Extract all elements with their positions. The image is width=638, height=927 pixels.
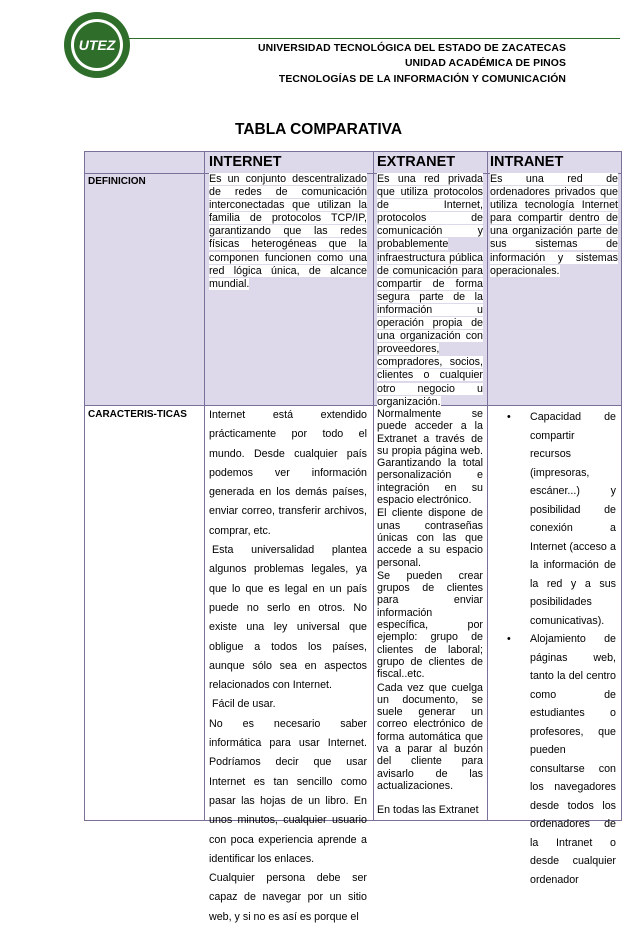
definicion-extranet bbox=[377, 173, 483, 409]
row-header-definicion: DEFINICION bbox=[88, 176, 146, 187]
caracteristicas-internet-p1: Internet está extendido prácticamente por todo el mundo. Desde cualquier país podemos ver información generada en los demás países, enviar correo, transferir archivos, comprar, etc. bbox=[209, 409, 367, 537]
comparison-table bbox=[84, 151, 622, 923]
table-border-right bbox=[621, 151, 622, 821]
caracteristicas-internet-p3: Fácil de usar. bbox=[212, 698, 276, 711]
header-university: UNIVERSIDAD TECNOLÓGICA DEL ESTADO DE ZACATECAS bbox=[258, 43, 566, 54]
caracteristicas-extranet-p2: El cliente dispone de unas contraseñas únicas con las que accede a su espacio personal. bbox=[377, 507, 483, 569]
table-border-col2 bbox=[373, 151, 374, 821]
caracteristicas-extranet-p3: Se pueden crear grupos de clientes para enviar información específica, por ejemplo: grupo de clientes de laboral; grupo de clientes de fiscal..etc. bbox=[377, 569, 483, 681]
utez-logo bbox=[62, 10, 132, 80]
definicion-internet bbox=[209, 173, 367, 291]
caracteristicas-extranet-p5: En todas las Extranet bbox=[377, 804, 479, 817]
bullet-icon: • bbox=[507, 411, 511, 423]
caracteristicas-extranet-p4: Cada vez que cuelga un documento, se suele generar un correo electrónico de forma automática que va a parar al buzón del cliente para avisarlo de las actualizaciones. bbox=[377, 681, 483, 792]
caracteristicas-intranet-list bbox=[507, 408, 616, 889]
table-border-top bbox=[84, 151, 622, 152]
header-rule-thin bbox=[124, 38, 620, 39]
definicion-internet-text: Es un conjunto descentralizado de redes de comunicación interconectadas que utilizan la familia de protocolos TCP/IP, garantizando que las redes físicas heterogéneas que la componen funcionen como una red lógica única, de alcance mundial. bbox=[209, 173, 367, 290]
table-border-left bbox=[84, 151, 85, 821]
definicion-intranet-text: Es una red de ordenadores privados que utiliza tecnología Internet para compartir dentro de una organización parte de sus sistemas de información y sistemas operacionales. bbox=[490, 173, 618, 277]
caracteristicas-internet bbox=[209, 406, 367, 927]
caracteristicas-extranet bbox=[377, 408, 483, 818]
bullet-icon: • bbox=[507, 633, 511, 645]
table-border-col3 bbox=[487, 151, 488, 821]
caracteristicas-internet-p2: Esta universalidad plantea algunos problemas legales, ya que lo que es legal en un país puede no serlo en otros. No existe una ley universal que obligue a todos los países, aunque sólo sea en aspectos relacionados con Internet. bbox=[209, 544, 367, 692]
header-program: TECNOLOGÍAS DE LA INFORMACIÓN Y COMUNICACIÓN bbox=[278, 74, 566, 85]
caracteristicas-internet-p5: Cualquier persona debe ser capaz de navegar por un sitio web, y si no es así es porque el bbox=[209, 872, 367, 923]
definicion-extranet-text: Es una red privada que utiliza protocolos de Internet, protocolos de comunicación y probablemente infraestructura pública de comunicación para compartir de forma segura parte de la información u operación propia de una organización con proveedores, compradores, socios, clientes o cualquier otro negocio u organización. bbox=[377, 173, 483, 408]
logo-text: UTEZ bbox=[78, 37, 116, 53]
caracteristicas-intranet-item1-text: Capacidad de compartir recursos (impresoras, escáner...) y posibilidad de conexión a Internet (acceso a la información de la red y a sus posibilidades comunicativas). bbox=[530, 411, 616, 627]
caracteristicas-extranet-p1: Normalmente se puede acceder a la Extranet a través de su propia página web. Garantizando la total personalización e integración en su espacio electrónico. bbox=[377, 408, 483, 507]
column-header-intranet: INTRANET bbox=[490, 154, 564, 170]
definicion-intranet bbox=[490, 173, 618, 278]
header-unit: UNIDAD ACADÉMICA DE PINOS bbox=[404, 58, 566, 69]
column-header-extranet: EXTRANET bbox=[377, 154, 456, 170]
row-header-caracteristicas: CARACTERIS-TICAS bbox=[88, 409, 187, 420]
document-title: TABLA COMPARATIVA bbox=[235, 121, 403, 138]
caracteristicas-internet-p4: No es necesario saber informática para usar Internet. Podríamos decir que usar Internet es tan sencillo como pasar las hojas de un libro. En unos minutos, cualquier usuario con poca experiencia aprende a identificar los enlaces. bbox=[209, 717, 367, 865]
column-header-internet: INTERNET bbox=[209, 154, 282, 170]
caracteristicas-intranet-item2-text: Alojamiento de páginas web, tanto la del centro como de estudiantes o profesores, que pueden consultarse con los navegadores desde todos los ordenadores de la Intranet o desde cualquier ordenador bbox=[530, 633, 616, 886]
caracteristicas-intranet-item bbox=[507, 408, 616, 630]
caracteristicas-intranet-item bbox=[507, 630, 616, 889]
table-border-col1 bbox=[204, 151, 205, 821]
